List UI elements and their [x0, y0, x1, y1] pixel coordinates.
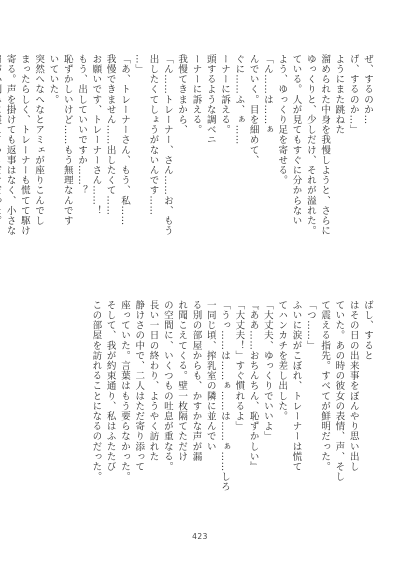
text-column: ーナーに訴える。	[219, 54, 231, 135]
text-column: 頭するような調ベニ	[204, 54, 216, 145]
text-column: ゆっくりと、少しだけ、それが溢れた。	[304, 54, 316, 236]
text-column: る別の部屋からも、かすかな声が漏	[190, 300, 202, 462]
text-column: の空間に、いくつもの吐息が重なる。	[161, 300, 173, 472]
text-column: 「つ……」	[304, 300, 316, 351]
text-column: 長い一日の終わり、ようやく訪れた	[147, 300, 159, 462]
text-column: 「ん……は……ぁ	[261, 54, 273, 135]
text-block-bottom	[34, 300, 374, 496]
text-column: ぜ、するのか…	[362, 54, 373, 125]
text-column: ようにまた跳ねた	[333, 54, 345, 135]
text-column	[0, 54, 2, 256]
text-column: 出したくてしょうがないんです……	[147, 54, 159, 216]
text-column: 突然へなへなとアミェが座りこんでし	[33, 54, 45, 226]
text-column: 「大丈夫！」すぐ慣れるよ」	[233, 300, 245, 432]
text-column: 「大丈夫、ゆっくりでいいよ」	[261, 300, 273, 442]
text-column: てハンカチを差し出した。	[276, 300, 288, 422]
text-column: ていた。あの時の彼女の表情、声、そし	[333, 300, 345, 482]
text-column: んでいく。目を細めて、	[247, 54, 259, 166]
text-column: れ聞こえてくる。壁一枚隔てただけ	[176, 300, 188, 462]
text-column: ばし、すると	[362, 300, 373, 361]
text-column: 我慢てきまから、	[176, 54, 188, 135]
text-column: いていた。	[47, 54, 59, 105]
text-column: 『ああ……おちんちん、恥ずかしい』	[247, 300, 259, 472]
text-column: ふいに涙がこぼれ、トレーナーは慌て	[290, 300, 302, 472]
text-column: よう、ゆっくり足を寄せる。	[276, 54, 288, 186]
text-column: …」	[133, 54, 145, 75]
text-column: て震える指先。すべてが鮮明だった。	[319, 300, 331, 472]
text-column: ーナーに訴える。	[190, 54, 202, 135]
text-column: 恥ずかしいけど……もう無理なんです	[61, 54, 73, 226]
text-column: 寄る。声を掛けても返事はなく、小さな	[4, 54, 16, 236]
text-column: 溜められた中身を我慢しようと、さらに	[319, 54, 331, 236]
text-column: 「ん……トレーナー、さん……お、もう	[161, 54, 173, 236]
text-column: この部屋を訪れることになるのだった。	[90, 300, 102, 482]
text-column: 一同じ頃、搾乳室の隣に並んでい	[204, 300, 216, 452]
text-column: はその日の出来事をぼんやり思い出し	[347, 300, 359, 472]
page-number: 423	[192, 532, 208, 541]
text-column: まったらしく、トレーナーも慌てて駆け	[18, 54, 30, 236]
text-column: お願いです、トレーナーさん……！	[90, 54, 102, 216]
text-block-top	[4, 54, 374, 256]
text-column: 座っていた。言葉はもう要らなかった。	[118, 300, 130, 482]
text-column: ている。人が見てもすぐに分からない	[290, 54, 302, 226]
text-column: げ、するのか…」	[347, 54, 359, 135]
text-column: ぐに……ふ、ぁ……	[233, 54, 245, 145]
text-column: 「あ、トレーナーさん、もう、私……	[118, 54, 130, 226]
text-column: 静けさの中で、二人はただ寄り添って	[133, 300, 145, 472]
text-column: もう、出していいですか……？	[76, 54, 88, 196]
text-column: 「うっ……は……ぁ……は……ぁ……しろ	[219, 300, 231, 492]
text-column: 我慢できません……出したくて……	[104, 54, 116, 216]
text-column: そして、我が約束通り、私はふたたび	[104, 300, 116, 472]
